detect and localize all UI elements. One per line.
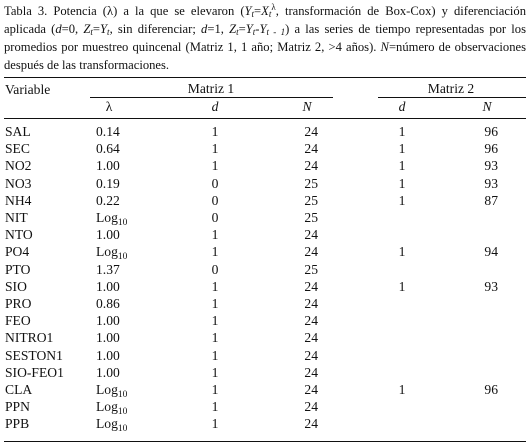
- cell-d: 1: [211, 227, 219, 243]
- cell-n: 24: [304, 382, 318, 397]
- log-base: 10: [117, 252, 128, 263]
- cell-d: 0: [211, 175, 219, 191]
- cell-d: 1: [211, 158, 219, 174]
- cell-variable: NH4: [5, 192, 32, 208]
- d-column-header: d: [211, 99, 219, 114]
- log-text: Log: [96, 244, 118, 260]
- cell-d2: 1: [398, 141, 406, 157]
- variable-header: Variable: [5, 82, 51, 97]
- matriz2-header: Matriz 2: [427, 81, 475, 96]
- cell-d2: 1: [398, 382, 406, 397]
- cell-lambda: 1.00: [96, 330, 120, 346]
- cell-d2: 1: [398, 124, 406, 139]
- cell-n: 25: [304, 261, 318, 277]
- cell-lambda: 0.14: [96, 124, 120, 139]
- cell-d: 1: [211, 330, 219, 346]
- log-text: Log: [96, 399, 118, 415]
- matriz2-rule: [378, 97, 526, 98]
- matriz1-rule: [90, 97, 333, 98]
- cell-n: 24: [304, 347, 318, 363]
- table-top-rule: [4, 77, 526, 78]
- cell-variable: SIO: [5, 278, 27, 294]
- cell-n: 24: [304, 278, 318, 294]
- cell-d: 1: [211, 416, 219, 432]
- cell-d2: 1: [398, 158, 406, 174]
- cell-n2: 96: [484, 382, 498, 397]
- log-text: Log: [96, 382, 118, 397]
- cell-n2: 96: [484, 124, 498, 139]
- cell-d2: 1: [398, 278, 406, 294]
- cell-lambda: 0.64: [96, 141, 120, 157]
- n2-column-header: N: [482, 99, 492, 114]
- cell-d: 1: [211, 313, 219, 329]
- cell-d: 1: [211, 278, 219, 294]
- cell-n: 24: [304, 313, 318, 329]
- cell-n2: 96: [484, 141, 498, 157]
- log-text: Log: [96, 416, 118, 432]
- cell-lambda: 1.00: [96, 347, 120, 363]
- cell-variable: SAL: [5, 124, 31, 139]
- cell-n: 24: [304, 330, 318, 346]
- table-bottom-rule: [4, 441, 526, 442]
- cell-d: 0: [211, 261, 219, 277]
- cell-lambda: 1.00: [96, 364, 120, 380]
- cell-n: 24: [304, 141, 318, 157]
- cell-d: 1: [211, 347, 219, 363]
- cell-d: 0: [211, 192, 219, 208]
- cell-lambda: 1.00: [96, 158, 120, 174]
- cell-n2: 93: [484, 158, 498, 174]
- table-caption: Tabla 3. Potencia (λ) a la que se elevaron ($Y_t=X_t^\lambda$, transformación de Box-Cox) y diferenciación aplicada (d=0, $Z_t=Y_t$, sin diferenciar; d=1, $Z_t=Y_t-Y_{t - 1}$) a las series de tiempo representadas por los promedios por muestreo quincenal (Matriz 1, 1 año; Matriz 2, >4 años). N=número de observaciones después de las transformaciones.: [4, 2, 527, 72]
- cell-n: 24: [304, 399, 318, 415]
- cell-lambda: [96, 244, 156, 263]
- cell-n: 24: [304, 158, 318, 174]
- cell-n: 24: [304, 416, 318, 432]
- cell-variable: PPB: [5, 416, 30, 432]
- cell-d: 1: [211, 124, 219, 139]
- cell-lambda: 1.00: [96, 278, 120, 294]
- d2-column-header: d: [398, 99, 406, 114]
- cell-variable: SIO-FEO1: [5, 364, 64, 380]
- cell-variable: PO4: [5, 244, 30, 260]
- cell-d: 0: [211, 210, 219, 225]
- cell-n: 25: [304, 175, 318, 191]
- log-base: 10: [117, 424, 128, 435]
- cell-variable: PPN: [5, 399, 30, 415]
- cell-variable: NTO: [5, 227, 33, 243]
- cell-d: 1: [211, 244, 219, 260]
- cell-n: 25: [304, 210, 318, 225]
- cell-d: 1: [211, 296, 219, 311]
- cell-lambda: 0.19: [96, 175, 120, 191]
- cell-d2: 1: [398, 192, 406, 208]
- cell-n2: 93: [484, 278, 498, 294]
- cell-lambda: 1.00: [96, 313, 120, 329]
- log-base: 10: [117, 218, 128, 228]
- cell-variable: PRO: [5, 296, 32, 311]
- lambda-column-header: λ: [105, 99, 113, 114]
- cell-lambda: 0.22: [96, 192, 120, 208]
- log-base: 10: [117, 407, 128, 418]
- header-bottom-rule: [4, 118, 526, 119]
- cell-variable: FEO: [5, 313, 31, 329]
- log-text: Log: [96, 210, 118, 225]
- cell-n2: 93: [484, 175, 498, 191]
- cell-variable: NO2: [5, 158, 32, 174]
- cell-lambda: 1.37: [96, 261, 120, 277]
- cell-lambda: 1.00: [96, 227, 120, 243]
- cell-lambda: [96, 210, 156, 226]
- log-base: 10: [117, 390, 128, 400]
- cell-variable: PTO: [5, 261, 31, 277]
- matriz1-header: Matriz 1: [187, 81, 235, 96]
- cell-variable: SEC: [5, 141, 30, 157]
- cell-d2: 1: [398, 175, 406, 191]
- cell-d2: 1: [398, 244, 406, 260]
- cell-d: 1: [211, 399, 219, 415]
- cell-lambda: [96, 416, 156, 435]
- cell-n2: 87: [484, 192, 498, 208]
- cell-n2: 94: [484, 244, 498, 260]
- cell-variable: NO3: [5, 175, 32, 191]
- cell-variable: SESTON1: [5, 347, 63, 363]
- cell-d: 1: [211, 382, 219, 397]
- cell-d: 1: [211, 141, 219, 157]
- cell-lambda: [96, 382, 156, 398]
- cell-variable: NIT: [5, 210, 28, 225]
- cell-lambda: 0.86: [96, 296, 120, 311]
- cell-variable: CLA: [5, 382, 33, 397]
- cell-d: 1: [211, 364, 219, 380]
- cell-n: 24: [304, 227, 318, 243]
- cell-n: 24: [304, 296, 318, 311]
- cell-n: 25: [304, 192, 318, 208]
- cell-variable: NITRO1: [5, 330, 54, 346]
- cell-n: 24: [304, 364, 318, 380]
- cell-n: 24: [304, 124, 318, 139]
- cell-lambda: [96, 399, 156, 418]
- n-column-header: N: [302, 99, 312, 114]
- cell-n: 24: [304, 244, 318, 260]
